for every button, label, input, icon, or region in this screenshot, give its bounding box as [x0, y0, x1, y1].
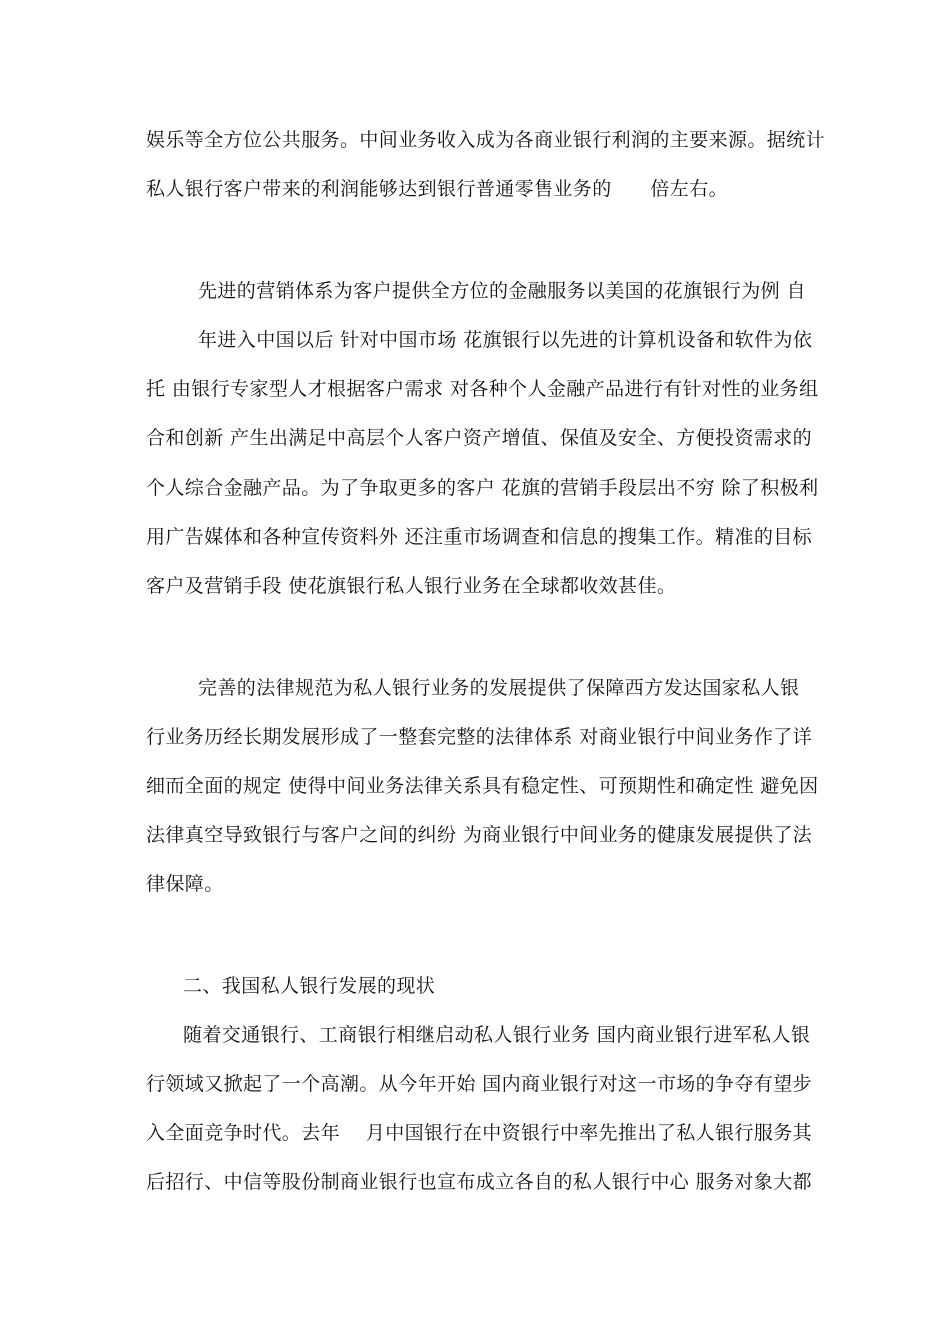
paragraph-2-line-1: 先进的营销体系为客户提供全方位的金融服务以美国的花旗银行为例 自 [198, 280, 806, 302]
paragraph-2-line-7: 客户及营销手段 使花旗银行私人银行业务在全球都收效甚佳。 [146, 575, 677, 597]
paragraph-3-line-5: 律保障。 [146, 873, 224, 895]
section-heading: 二、我国私人银行发展的现状 [183, 975, 436, 997]
paragraph-2-line-4: 合和创新 产生出满足中高层个人客户资产增值、保值及安全、方便投资需求的 [146, 427, 813, 449]
paragraph-2-line-3: 托 由银行专家型人才根据客户需求 对各种个人金融产品进行有针对性的业务组 [146, 378, 819, 400]
paragraph-2-line-6: 用广告媒体和各种宣传资料外 还注重市场调查和信息的搜集工作。精准的目标 [146, 526, 813, 548]
paragraph-3-line-4: 法律真空导致银行与客户之间的纠纷 为商业银行中间业务的健康发展提供了法 [146, 824, 813, 846]
paragraph-2-line-5: 个人综合金融产品。为了争取更多的客户 花旗的营销手段层出不穷 除了积极利 [146, 477, 819, 499]
paragraph-4-line-2: 行领域又掀起了一个高潮。从今年开始 国内商业银行对这一市场的争夺有望步 [146, 1073, 813, 1095]
paragraph-3-line-3: 细而全面的规定 使得中间业务法律关系具有稳定性、可预期性和确定性 避免因 [146, 775, 819, 797]
paragraph-4-line-4: 后招行、中信等股份制商业银行也宣布成立各自的私人银行中心 服务对象大都 [146, 1171, 813, 1193]
paragraph-3-line-1: 完善的法律规范为私人银行业务的发展提供了保障西方发达国家私人银 [198, 677, 800, 699]
paragraph-2-line-2: 年进入中国以后 针对中国市场 花旗银行以先进的计算机设备和软件为依 [198, 329, 813, 351]
paragraph-1-line-1: 娱乐等全方位公共服务。中间业务收入成为各商业银行利润的主要来源。据统计 [146, 129, 826, 151]
paragraph-4-line-3: 入全面竞争时代。去年 月中国银行在中资银行中率先推出了私人银行服务其 [146, 1122, 813, 1144]
paragraph-4-line-1: 随着交通银行、工商银行相继启动私人银行业务 国内商业银行进军私人银 [183, 1024, 811, 1046]
paragraph-3-line-2: 行业务历经长期发展形成了一整套完整的法律体系 对商业银行中间业务作了详 [146, 726, 813, 748]
paragraph-1-line-2: 私人银行客户带来的利润能够达到银行普通零售业务的 倍左右。 [146, 178, 729, 200]
